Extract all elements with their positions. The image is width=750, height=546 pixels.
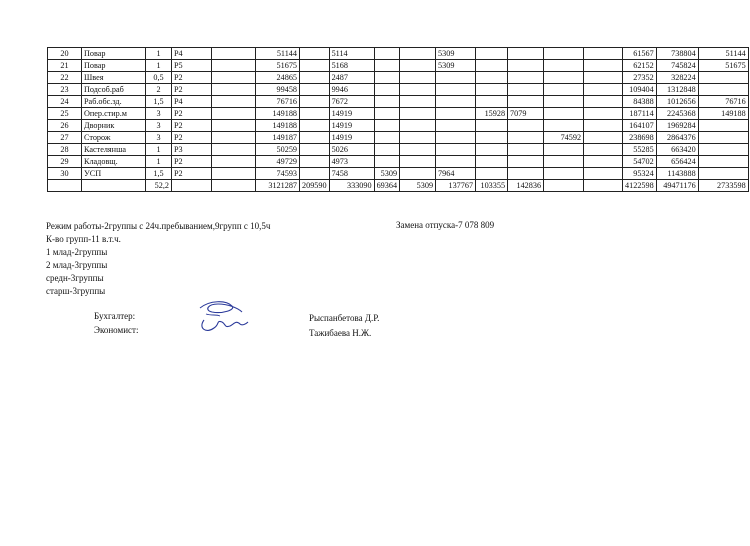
cell-empty	[584, 84, 623, 96]
cell-pos: Опер.стир.м	[82, 108, 146, 120]
total-cell-c12: 142836	[508, 180, 544, 192]
total-cell-c8: 5309	[400, 180, 436, 192]
cell-empty	[584, 48, 623, 60]
cell-c11	[508, 96, 544, 108]
cell-c7: 5026	[329, 144, 374, 156]
cell-c14: 1969284	[656, 120, 698, 132]
total-cell-empty	[584, 180, 623, 192]
cell-c11	[508, 144, 544, 156]
cell-c13: 164107	[623, 120, 657, 132]
total-cell-c5b: 209590	[300, 180, 330, 192]
cell-c10	[476, 120, 508, 132]
cell-pos: Кладовщ.	[82, 156, 146, 168]
cell-c13: 238698	[623, 132, 657, 144]
cell-pos: Повар	[82, 60, 146, 72]
cell-pos: Кастелянша	[82, 144, 146, 156]
cell-c11: 7079	[508, 108, 544, 120]
cell-grade: Р4	[172, 48, 212, 60]
cell-empty	[374, 108, 399, 120]
cell-empty	[300, 72, 330, 84]
cell-grade: Р2	[172, 120, 212, 132]
cell-n: 28	[48, 144, 82, 156]
total-cell-c14: 49471176	[656, 180, 698, 192]
cell-c6: 49729	[256, 156, 300, 168]
cell-empty	[374, 96, 399, 108]
cell-empty	[584, 108, 623, 120]
cell-c7: 5168	[329, 60, 374, 72]
cell-empty	[400, 72, 436, 84]
cell-empty	[584, 72, 623, 84]
cell-empty	[300, 108, 330, 120]
cell-pos: Дворник	[82, 120, 146, 132]
table-row	[48, 132, 749, 144]
cell-n: 20	[48, 48, 82, 60]
cell-empty	[300, 144, 330, 156]
cell-c10	[476, 60, 508, 72]
cell-c6: 149187	[256, 132, 300, 144]
table-row	[48, 108, 749, 120]
cell-empty	[400, 168, 436, 180]
cell-c5	[212, 144, 256, 156]
cell-empty	[400, 96, 436, 108]
cell-n: 29	[48, 156, 82, 168]
cell-c7: 9946	[329, 84, 374, 96]
cell-c7: 14919	[329, 108, 374, 120]
cell-empty	[400, 156, 436, 168]
cell-c12	[544, 72, 584, 84]
cell-c14: 745824	[656, 60, 698, 72]
cell-qty: 1,5	[146, 96, 172, 108]
cell-n: 27	[48, 132, 82, 144]
staff-salary-table	[47, 47, 749, 192]
cell-c9	[436, 108, 476, 120]
total-cell-c10: 103355	[476, 180, 508, 192]
work-mode-note: Режим работы-2группы с 24ч.пребыванием,9групп с 10,5ч	[46, 221, 271, 231]
cell-n: 24	[48, 96, 82, 108]
cell-c9	[436, 84, 476, 96]
cell-c5	[212, 72, 256, 84]
cell-c7: 2487	[329, 72, 374, 84]
cell-c9: 5309	[436, 48, 476, 60]
cell-pos: УСП	[82, 168, 146, 180]
cell-empty	[374, 132, 399, 144]
cell-n: 25	[48, 108, 82, 120]
cell-grade: Р2	[172, 72, 212, 84]
table-row	[48, 60, 749, 72]
cell-c12	[544, 48, 584, 60]
cell-c10: 15928	[476, 108, 508, 120]
table-row	[48, 120, 749, 132]
cell-c11	[508, 168, 544, 180]
cell-empty	[584, 156, 623, 168]
cell-c6: 51675	[256, 60, 300, 72]
group-middle-note: средн-3группы	[46, 273, 104, 283]
cell-empty	[584, 120, 623, 132]
total-cell-c13: 4122598	[623, 180, 657, 192]
cell-empty	[374, 72, 399, 84]
cell-c14: 1012656	[656, 96, 698, 108]
total-cell-c7: 333090	[329, 180, 374, 192]
cell-c6: 74593	[256, 168, 300, 180]
total-cell-c9: 137767	[436, 180, 476, 192]
cell-n: 26	[48, 120, 82, 132]
cell-c12	[544, 96, 584, 108]
cell-c15	[698, 168, 748, 180]
cell-c7: 7458	[329, 168, 374, 180]
cell-empty	[584, 168, 623, 180]
cell-c5	[212, 120, 256, 132]
total-cell-empty	[212, 180, 256, 192]
cell-empty	[300, 132, 330, 144]
cell-pos: Повар	[82, 48, 146, 60]
groups-count-note: К-во групп-11 в.т.ч.	[46, 234, 121, 244]
cell-c7: 14919	[329, 120, 374, 132]
cell-c11	[508, 72, 544, 84]
cell-c15: 51675	[698, 60, 748, 72]
cell-grade: Р5	[172, 60, 212, 72]
cell-qty: 1	[146, 60, 172, 72]
cell-pos: Швея	[82, 72, 146, 84]
cell-c10	[476, 156, 508, 168]
cell-c6: 24865	[256, 72, 300, 84]
cell-c14: 328224	[656, 72, 698, 84]
cell-c13: 62152	[623, 60, 657, 72]
cell-grade: Р2	[172, 168, 212, 180]
cell-n: 21	[48, 60, 82, 72]
cell-c10	[476, 72, 508, 84]
cell-c15: 76716	[698, 96, 748, 108]
cell-empty	[584, 144, 623, 156]
cell-empty	[584, 132, 623, 144]
cell-c5	[212, 168, 256, 180]
cell-empty	[374, 156, 399, 168]
cell-c13: 187114	[623, 108, 657, 120]
table-row	[48, 96, 749, 108]
cell-empty	[300, 156, 330, 168]
cell-qty: 1,5	[146, 168, 172, 180]
cell-c13: 61567	[623, 48, 657, 60]
cell-c11	[508, 84, 544, 96]
cell-empty	[584, 96, 623, 108]
total-cell-empty	[82, 180, 146, 192]
vacation-replacement-note: Замена отпуска-7 078 809	[396, 220, 495, 230]
cell-c14: 656424	[656, 156, 698, 168]
total-cell-empty	[48, 180, 82, 192]
cell-c10	[476, 144, 508, 156]
cell-empty	[300, 84, 330, 96]
cell-c5	[212, 84, 256, 96]
cell-c5	[212, 156, 256, 168]
economist-name: Тажибаева Н.Ж.	[309, 328, 372, 338]
cell-c7: 4973	[329, 156, 374, 168]
total-cell-qty: 52,2	[146, 180, 172, 192]
cell-c12	[544, 60, 584, 72]
cell-empty	[374, 144, 399, 156]
total-row	[48, 180, 749, 192]
total-cell-empty	[172, 180, 212, 192]
cell-c13: 84388	[623, 96, 657, 108]
cell-c15	[698, 144, 748, 156]
cell-c13: 109404	[623, 84, 657, 96]
cell-grade: Р2	[172, 132, 212, 144]
cell-empty	[300, 96, 330, 108]
accountant-name: Рыспанбетова Д.Р.	[309, 313, 380, 323]
cell-c11	[508, 132, 544, 144]
table-row	[48, 84, 749, 96]
cell-c15	[698, 156, 748, 168]
cell-c15	[698, 84, 748, 96]
cell-n: 23	[48, 84, 82, 96]
total-cell-c6: 3121287	[256, 180, 300, 192]
cell-c10	[476, 84, 508, 96]
cell-empty	[300, 60, 330, 72]
cell-grade: Р2	[172, 84, 212, 96]
cell-c9	[436, 72, 476, 84]
cell-qty: 1	[146, 144, 172, 156]
cell-c9: 7964	[436, 168, 476, 180]
cell-c6: 76716	[256, 96, 300, 108]
cell-qty: 1	[146, 156, 172, 168]
cell-c11	[508, 156, 544, 168]
cell-c14: 663420	[656, 144, 698, 156]
cell-c15	[698, 120, 748, 132]
cell-c13: 95324	[623, 168, 657, 180]
cell-c14: 2245368	[656, 108, 698, 120]
cell-c9	[436, 144, 476, 156]
cell-empty	[400, 132, 436, 144]
cell-c12	[544, 84, 584, 96]
economist-label: Экономист:	[94, 325, 139, 335]
cell-empty	[400, 108, 436, 120]
cell-c9	[436, 120, 476, 132]
table-row	[48, 168, 749, 180]
cell-c9	[436, 96, 476, 108]
cell-empty	[400, 120, 436, 132]
total-cell-c15: 2733598	[698, 180, 748, 192]
cell-empty	[400, 48, 436, 60]
cell-empty	[374, 48, 399, 60]
cell-c15	[698, 72, 748, 84]
cell-empty	[400, 84, 436, 96]
cell-c12	[544, 144, 584, 156]
cell-qty: 2	[146, 84, 172, 96]
cell-c14: 1312848	[656, 84, 698, 96]
cell-c6: 149188	[256, 120, 300, 132]
table-row	[48, 156, 749, 168]
cell-c14: 1143888	[656, 168, 698, 180]
cell-pos: Сторож	[82, 132, 146, 144]
cell-c9: 5309	[436, 60, 476, 72]
cell-qty: 0,5	[146, 72, 172, 84]
cell-c10	[476, 168, 508, 180]
cell-c12	[544, 120, 584, 132]
total-cell-c7b: 69364	[374, 180, 399, 192]
cell-c14: 2864376	[656, 132, 698, 144]
cell-c9	[436, 132, 476, 144]
cell-grade: Р2	[172, 156, 212, 168]
cell-c15	[698, 132, 748, 144]
total-cell-empty	[544, 180, 584, 192]
cell-empty	[374, 120, 399, 132]
cell-grade: Р3	[172, 144, 212, 156]
cell-qty: 3	[146, 108, 172, 120]
cell-n: 30	[48, 168, 82, 180]
cell-c10	[476, 132, 508, 144]
table-row	[48, 48, 749, 60]
cell-c12	[544, 156, 584, 168]
cell-c6: 99458	[256, 84, 300, 96]
cell-c15: 149188	[698, 108, 748, 120]
group-senior-note: старш-3группы	[46, 286, 106, 296]
cell-c6: 149188	[256, 108, 300, 120]
cell-c5	[212, 108, 256, 120]
cell-c13: 54702	[623, 156, 657, 168]
cell-c5	[212, 48, 256, 60]
cell-c12: 74592	[544, 132, 584, 144]
cell-c5	[212, 60, 256, 72]
cell-empty	[300, 48, 330, 60]
cell-grade: Р4	[172, 96, 212, 108]
cell-c5	[212, 132, 256, 144]
cell-c13: 27352	[623, 72, 657, 84]
handwritten-signature	[192, 298, 252, 338]
cell-c11	[508, 60, 544, 72]
cell-c12	[544, 108, 584, 120]
group-junior2-note: 2 млад-3группы	[46, 260, 108, 270]
cell-c10	[476, 96, 508, 108]
cell-c13: 55285	[623, 144, 657, 156]
cell-empty	[584, 60, 623, 72]
cell-qty: 1	[146, 48, 172, 60]
group-junior1-note: 1 млад-2группы	[46, 247, 108, 257]
cell-c11	[508, 48, 544, 60]
cell-qty: 3	[146, 120, 172, 132]
cell-c7: 7672	[329, 96, 374, 108]
cell-empty	[374, 84, 399, 96]
cell-empty	[374, 60, 399, 72]
cell-c7: 5114	[329, 48, 374, 60]
cell-c5	[212, 96, 256, 108]
cell-qty: 3	[146, 132, 172, 144]
accountant-label: Бухгалтер:	[94, 311, 136, 321]
notes-block	[46, 220, 270, 298]
cell-n: 22	[48, 72, 82, 84]
cell-c15: 51144	[698, 48, 748, 60]
cell-grade: Р2	[172, 108, 212, 120]
cell-c6: 50259	[256, 144, 300, 156]
cell-c7: 14919	[329, 132, 374, 144]
cell-empty	[400, 144, 436, 156]
cell-empty	[300, 120, 330, 132]
table-row	[48, 144, 749, 156]
cell-c10	[476, 48, 508, 60]
cell-pos: Раб.обс.зд.	[82, 96, 146, 108]
cell-c6: 51144	[256, 48, 300, 60]
cell-empty	[300, 168, 330, 180]
cell-c9	[436, 156, 476, 168]
cell-c8: 5309	[374, 168, 399, 180]
table-row	[48, 72, 749, 84]
cell-c14: 738804	[656, 48, 698, 60]
cell-c12	[544, 168, 584, 180]
cell-empty	[400, 60, 436, 72]
cell-pos: Подсоб.раб	[82, 84, 146, 96]
cell-c11	[508, 120, 544, 132]
